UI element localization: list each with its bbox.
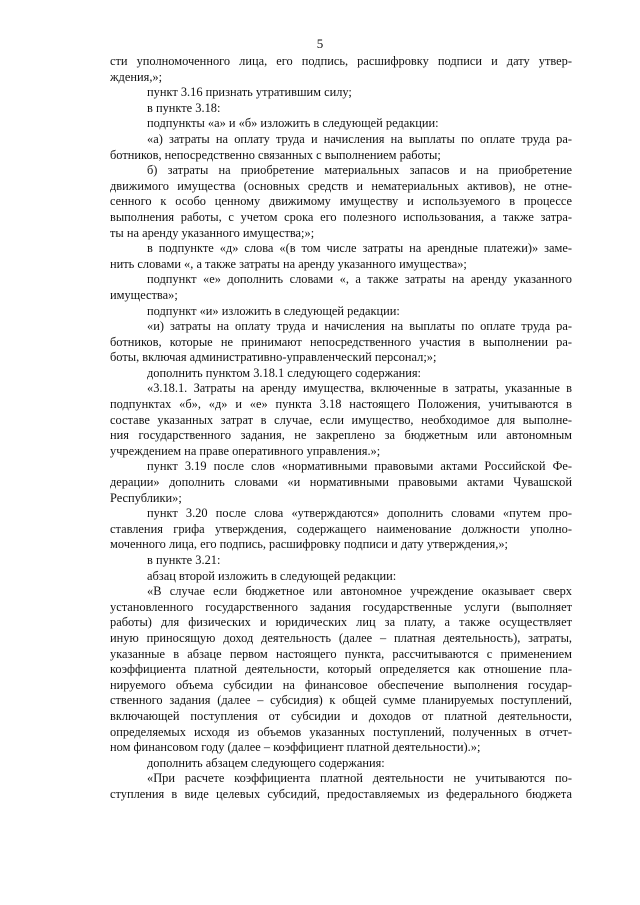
text-line: сти уполномоченного лица, его подпись, расшифровку подписи и дату утвер-	[110, 54, 572, 68]
text-line: дерации» дополнить словами «и нормативными правовыми актами Чувашской	[110, 475, 572, 490]
text-line: ставления грифа утверждения, содержащего наименование должности уполно-	[110, 521, 572, 536]
text-line: дополнить пунктом 3.18.1 следующего содержания:	[147, 365, 421, 380]
text-line: ждения,»;	[110, 69, 163, 84]
text-line: определяемых исходя из объемов указанных поступлений, полученных в отчет-	[110, 724, 572, 739]
text-line: иную приносящую доход деятельность (далее – платная деятельность), затраты,	[110, 630, 572, 645]
text-line: пункт 3.19 после слов «нормативными правовыми актами Российской Фе-	[147, 459, 572, 474]
text-line: пункт 3.20 после слова «утверждаются» дополнить словами «путем про-	[147, 506, 572, 521]
text-line: установленного государственного задания государственные услуги (выполняет	[110, 599, 572, 614]
text-line: дополнить абзацем следующего содержания:	[147, 755, 385, 770]
text-line: включающей поступления от субсидии и доходов от платной деятельности,	[110, 708, 572, 723]
text-line: «а) затраты на оплату труда и начисления на выплаты по оплате труда ра-	[147, 131, 572, 146]
text-line: подпункт «и» изложить в следующей редакции:	[147, 303, 400, 318]
text-line: нить словами «, а также затраты на аренду указанного имущества»;	[110, 256, 467, 271]
text-line: ном финансовом году (далее – коэффициент платной деятельности).»;	[110, 740, 481, 755]
text-line: составе указанных затрат в случае, если имущество, необходимое для выполне-	[110, 412, 572, 427]
text-line: сенного к особо ценному движимому имуществу и используемого в процессе	[110, 194, 572, 209]
text-line: в пункте 3.21:	[147, 553, 221, 567]
text-line: ты на аренду указанного имущества;»;	[110, 225, 315, 240]
text-line: выполнения работы, с учетом срока его полезного использования, а также затра-	[110, 209, 572, 224]
text-line: коэффициента платной деятельности, который определяется как отношение пла-	[110, 662, 572, 677]
text-line: абзац второй изложить в следующей редакции:	[147, 568, 397, 583]
text-line: ственного задания (далее – субсидия) к общей сумме планируемых поступлений,	[110, 693, 572, 708]
text-line: ботников, которые не принимают непосредственного участия в выполнении ра-	[110, 334, 572, 349]
text-line: ния государственного задания, не закреплено за бюджетным или автономным	[110, 428, 572, 443]
text-line: работы) для физических и юридических лиц за плату, а также осуществляет	[110, 615, 572, 630]
text-line: подпункты «а» и «б» изложить в следующей редакции:	[147, 116, 439, 131]
text-line: ступления в виде целевых субсидий, предоставляемых из федерального бюджета	[110, 786, 572, 801]
text-line: подпунктах «б», «д» и «е» пункта 3.18 настоящего Положения, учитываются в	[110, 397, 572, 412]
text-line: ботников, непосредственно связанных с выполнением работы;	[110, 147, 441, 162]
text-line: в подпункте «д» слова «(в том числе затраты на арендные платежи)» заме-	[147, 241, 572, 256]
text-line: б) затраты на приобретение материальных запасов и на приобретение	[147, 163, 572, 178]
document-body	[110, 54, 572, 803]
text-line: боты, включая административно-управленческий персонал;»;	[110, 350, 437, 365]
page-number: 5	[316, 36, 324, 51]
text-line: Республики»;	[110, 490, 182, 505]
text-line: учреждением на праве оперативного управления.»;	[110, 443, 381, 458]
text-line: нируемого объема субсидии на финансовое обеспечение выполнения государ-	[110, 677, 572, 692]
text-line: моченного лица, его подпись, расшифровку подписи и дату утверждения,»;	[110, 537, 508, 552]
text-line: в пункте 3.18:	[147, 100, 221, 115]
text-line: «В случае если бюджетное или автономное учреждение оказывает сверх	[147, 584, 572, 599]
text-line: «При расчете коэффициента платной деятельности не учитываются по-	[147, 771, 572, 786]
text-line: указанные в абзаце первом настоящего пункта, рассчитываются с применением	[110, 646, 572, 661]
text-line: подпункт «е» дополнить словами «, а также затраты на аренду указанного	[147, 272, 572, 287]
text-line: имущества»;	[110, 287, 178, 302]
text-line: «и) затраты на оплату труда и начисления на выплаты по оплате труда ра-	[147, 319, 572, 334]
text-line: пункт 3.16 признать утратившим силу;	[147, 85, 352, 100]
text-line: движимого имущества (основных средств и нематериальных активов), не отне-	[110, 178, 572, 193]
text-line: «3.18.1. Затраты на аренду имущества, включенные в затраты, указанные в	[147, 381, 572, 396]
